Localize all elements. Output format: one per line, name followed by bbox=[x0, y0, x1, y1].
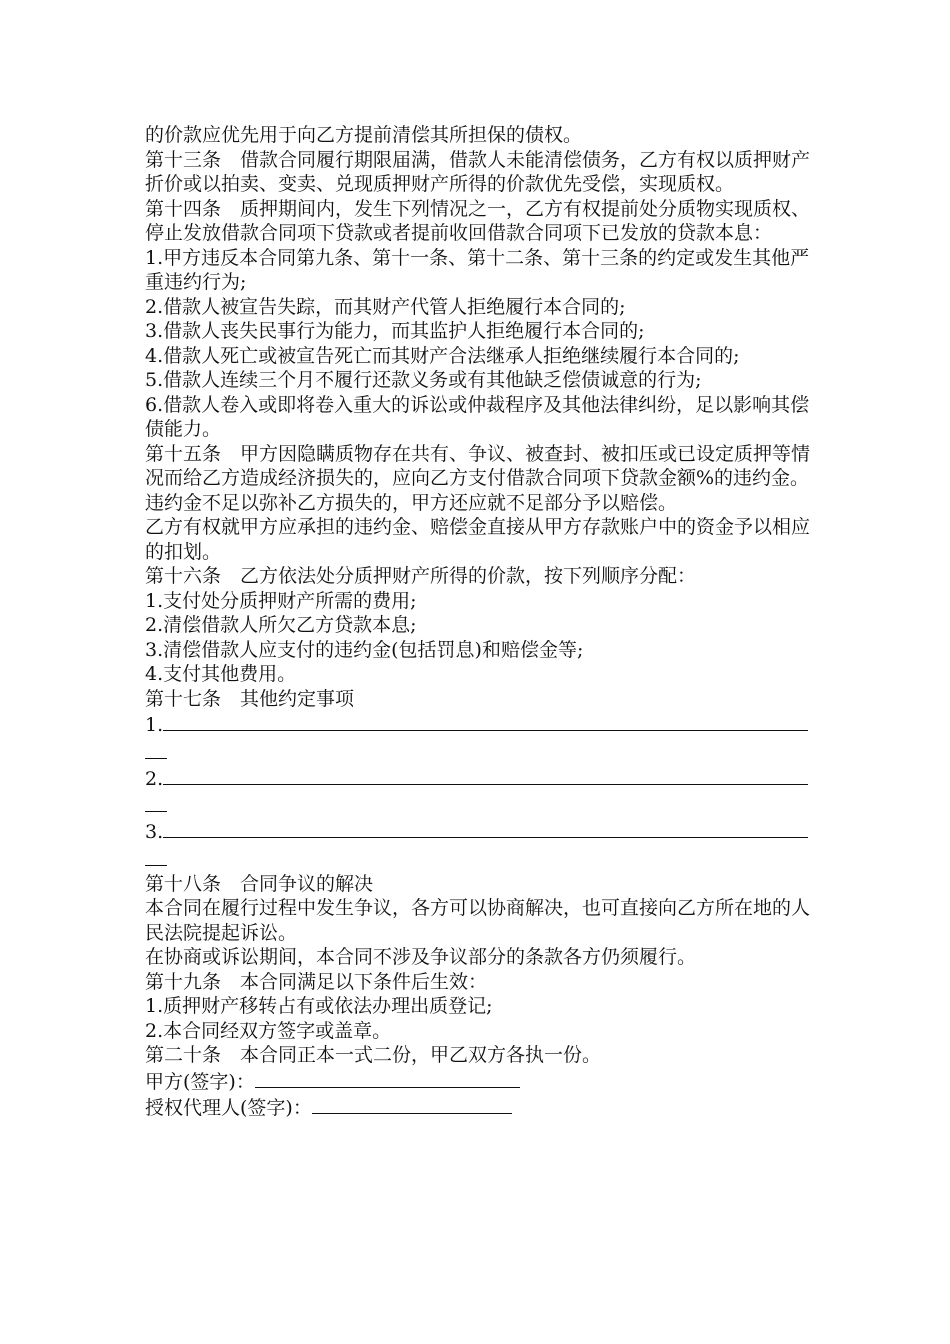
party-a-signature-label: 甲方(签字)： bbox=[145, 1070, 255, 1093]
paragraph: 第十六条 乙方依法处分质押财产所得的价款，按下列顺序分配： bbox=[145, 565, 697, 587]
signature-line bbox=[312, 1094, 512, 1114]
paragraph: 5.借款人连续三个月不履行还款义务或有其他缺乏偿债诚意的行为; bbox=[145, 369, 702, 391]
paragraph: 1.支付处分质押财产所需的费用; bbox=[145, 589, 417, 612]
clauses-after bbox=[145, 872, 810, 1068]
paragraph: 3.清偿借款人应支付的违约金(包括罚息)和赔偿金等; bbox=[145, 638, 584, 661]
paragraph: 本合同在履行过程中发生争议，各方可以协商解决，也可直接向乙方所在地的人民法院提起诉讼。 bbox=[145, 897, 811, 944]
paragraph: 在协商或诉讼期间，本合同不涉及争议部分的条款各方仍须履行。 bbox=[145, 946, 697, 968]
blank-fill-line bbox=[163, 765, 808, 785]
blank-item-number: 2. bbox=[145, 767, 164, 790]
paragraph: 的价款应优先用于向乙方提前清偿其所担保的债权。 bbox=[145, 124, 583, 146]
paragraph: 乙方有权就甲方应承担的违约金、赔偿金直接从甲方存款账户中的资金予以相应的扣划。 bbox=[145, 516, 811, 563]
agent-signature-label: 授权代理人(签字)： bbox=[145, 1097, 312, 1119]
paragraph: 3.借款人丧失民事行为能力，而其监护人拒绝履行本合同的; bbox=[145, 320, 645, 342]
blank-fill-tail bbox=[145, 791, 167, 812]
paragraph: 第十九条 本合同满足以下条件后生效： bbox=[145, 970, 488, 993]
party-a-signature bbox=[145, 1068, 810, 1095]
other-terms-blanks bbox=[145, 711, 810, 866]
blank-fill-line bbox=[163, 818, 808, 838]
blank-item-3 bbox=[145, 818, 810, 845]
blank-item-1 bbox=[145, 711, 810, 738]
blank-fill-tail bbox=[145, 738, 167, 759]
paragraph: 违约金不足以弥补乙方损失的，甲方还应就不足部分予以赔偿。 bbox=[145, 491, 678, 514]
paragraph: 6.借款人卷入或即将卷入重大的诉讼或仲裁程序及其他法律纠纷，足以影响其偿债能力。 bbox=[145, 393, 810, 440]
paragraph: 第十五条 甲方因隐瞒质物存在共有、争议、被查封、被扣压或已设定质押等情况而给乙方造成经济损失的，应向乙方支付借款合同项下贷款金额%的违约金。 bbox=[145, 442, 811, 489]
signature-line bbox=[255, 1068, 520, 1088]
paragraph: 4.支付其他费用。 bbox=[145, 663, 297, 685]
blank-item-number: 1. bbox=[145, 714, 164, 736]
blank-item-2 bbox=[145, 765, 810, 792]
paragraph: 2.本合同经双方签字或盖章。 bbox=[145, 1019, 392, 1042]
paragraph: 第十八条 合同争议的解决 bbox=[145, 872, 374, 895]
paragraph: 第十七条 其他约定事项 bbox=[145, 687, 355, 710]
paragraph: 第十四条 质押期间内，发生下列情况之一，乙方有权提前处分质物实现质权、停止发放借款合同项下贷款或者提前收回借款合同项下已发放的贷款本息： bbox=[145, 197, 811, 244]
paragraph: 1.质押财产移转占有或依法办理出质登记; bbox=[145, 995, 493, 1017]
paragraph: 1.甲方违反本合同第九条、第十一条、第十二条、第十三条的约定或发生其他严重违约行为; bbox=[145, 246, 810, 293]
paragraph: 第二十条 本合同正本一式二份，甲乙双方各执一份。 bbox=[145, 1044, 602, 1066]
blank-fill-tail bbox=[145, 845, 167, 866]
blank-item-number: 3. bbox=[145, 821, 164, 843]
paragraph: 4.借款人死亡或被宣告死亡而其财产合法继承人拒绝继续履行本合同的; bbox=[145, 344, 740, 367]
agent-signature bbox=[145, 1094, 810, 1121]
paragraph: 第十三条 借款合同履行期限届满，借款人未能清偿债务，乙方有权以质押财产折价或以拍卖、变卖、兑现质押财产所得的价款优先受偿，实现质权。 bbox=[145, 148, 811, 195]
blank-fill-line bbox=[163, 711, 808, 731]
clauses-before bbox=[145, 123, 810, 711]
paragraph: 2.借款人被宣告失踪，而其财产代管人拒绝履行本合同的; bbox=[145, 295, 626, 318]
paragraph: 2.清偿借款人所欠乙方贷款本息; bbox=[145, 614, 417, 636]
document-page bbox=[145, 123, 810, 1121]
